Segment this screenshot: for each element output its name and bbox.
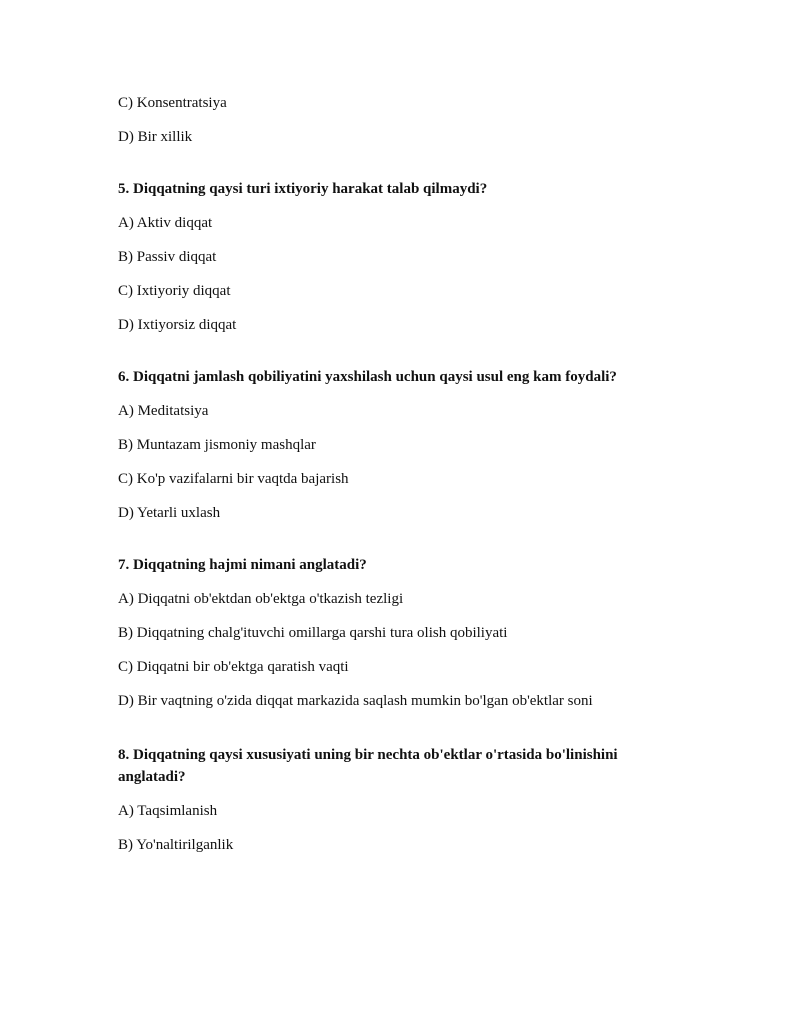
- question-7-option-a: A) Diqqatni ob'ektdan ob'ektga o'tkazish tezligi: [118, 591, 404, 607]
- question-7-title: 7. Diqqatning hajmi nimani anglatadi?: [118, 557, 367, 573]
- question-6-option-b: B) Muntazam jismoniy mashqlar: [118, 437, 316, 453]
- option-d-carryover: D) Bir xillik: [118, 129, 193, 145]
- question-5-title: 5. Diqqatning qaysi turi ixtiyoriy harakat talab qilmaydi?: [118, 181, 488, 197]
- question-6-title: 6. Diqqatni jamlash qobiliyatini yaxshilash uchun qaysi usul eng kam foydali?: [118, 369, 617, 385]
- question-6-option-d: D) Yetarli uxlash: [118, 505, 221, 521]
- question-5-option-a: A) Aktiv diqqat: [118, 215, 213, 231]
- option-c-carryover: C) Konsentratsiya: [118, 95, 227, 111]
- question-5-option-b: B) Passiv diqqat: [118, 249, 217, 265]
- question-6-option-a: A) Meditatsiya: [118, 403, 209, 419]
- question-7-option-b: B) Diqqatning chalg'ituvchi omillarga qarshi tura olish qobiliyati: [118, 625, 508, 641]
- question-6-option-c: C) Ko'p vazifalarni bir vaqtda bajarish: [118, 471, 349, 487]
- question-8-option-a: A) Taqsimlanish: [118, 803, 218, 819]
- question-7-option-d: D) Bir vaqtning o'zida diqqat markazida saqlash mumkin bo'lgan ob'ektlar soni: [118, 693, 593, 709]
- document-page: [118, 94, 678, 870]
- question-8-option-b: B) Yo'naltirilganlik: [118, 837, 234, 853]
- question-5-option-c: C) Ixtiyoriy diqqat: [118, 283, 231, 299]
- question-7-option-c: C) Diqqatni bir ob'ektga qaratish vaqti: [118, 659, 349, 675]
- question-8-title: 8. Diqqatning qaysi xususiyati uning bir nechta ob'ektlar o'rtasida bo'linishini anglatadi?: [118, 747, 618, 785]
- question-5-option-d: D) Ixtiyorsiz diqqat: [118, 317, 237, 333]
